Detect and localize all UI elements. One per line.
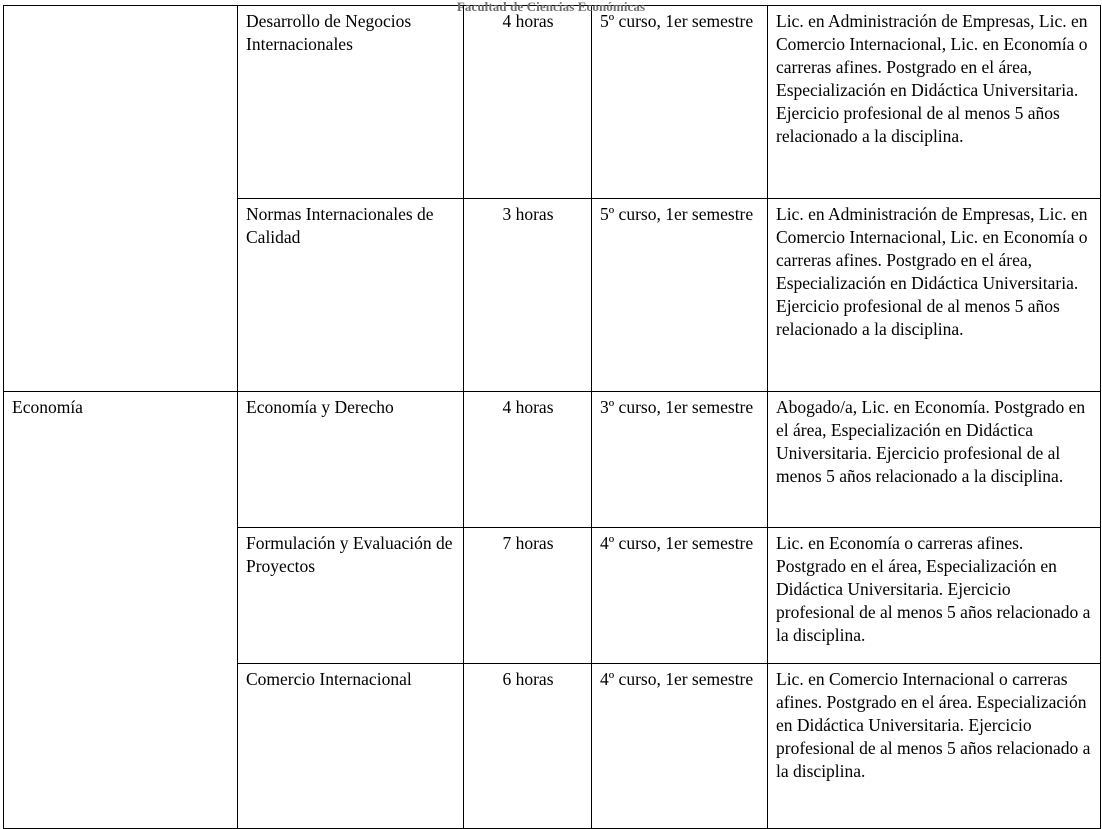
table-row (4, 6, 1101, 199)
cell-course: 5º curso, 1er semestre (592, 6, 768, 199)
cell-requirements: Lic. en Administración de Empresas, Lic. en Comercio Internacional, Lic. en Economía o carreras afines. Postgrado en el área, Especialización en Didáctica Universitaria. Ejercicio profesional de al menos 5 años relacionado a la disciplina. (768, 6, 1101, 199)
cell-hours: 4 horas (464, 6, 592, 199)
cell-course: 4º curso, 1er semestre (592, 664, 768, 829)
cell-requirements: Abogado/a, Lic. en Economía. Postgrado en el área, Especialización en Didáctica Universitaria. Ejercicio profesional de al menos 5 años relacionado a la disciplina. (768, 392, 1101, 528)
cell-subject: Formulación y Evaluación de Proyectos (238, 528, 464, 664)
cell-requirements: Lic. en Economía o carreras afines. Postgrado en el área, Especialización en Didáctica Universitaria. Ejercicio profesional de al menos 5 años relacionado a la disciplina. (768, 528, 1101, 664)
cell-area: Economía (4, 392, 238, 829)
cell-subject: Desarrollo de Negocios Internacionales (238, 6, 464, 199)
cell-course: 3º curso, 1er semestre (592, 392, 768, 528)
cell-hours: 6 horas (464, 664, 592, 829)
cell-subject: Economía y Derecho (238, 392, 464, 528)
cell-requirements: Lic. en Administración de Empresas, Lic. en Comercio Internacional, Lic. en Economía o carreras afines. Postgrado en el área, Especialización en Didáctica Universitaria. Ejercicio profesional de al menos 5 años relacionado a la disciplina. (768, 199, 1101, 392)
teaching-profile-table (3, 5, 1101, 829)
cell-subject: Normas Internacionales de Calidad (238, 199, 464, 392)
running-head: Facultad de Ciencias Económicas (456, 0, 646, 13)
cell-subject: Comercio Internacional (238, 664, 464, 829)
cell-hours: 7 horas (464, 528, 592, 664)
cell-hours: 4 horas (464, 392, 592, 528)
cell-requirements: Lic. en Comercio Internacional o carreras afines. Postgrado en el área. Especialización en Didáctica Universitaria. Ejercicio profesional de al menos 5 años relacionado a la disciplina. (768, 664, 1101, 829)
cell-area (4, 6, 238, 392)
table-row (4, 392, 1101, 528)
cell-course: 5º curso, 1er semestre (592, 199, 768, 392)
cell-course: 4º curso, 1er semestre (592, 528, 768, 664)
cell-hours: 3 horas (464, 199, 592, 392)
